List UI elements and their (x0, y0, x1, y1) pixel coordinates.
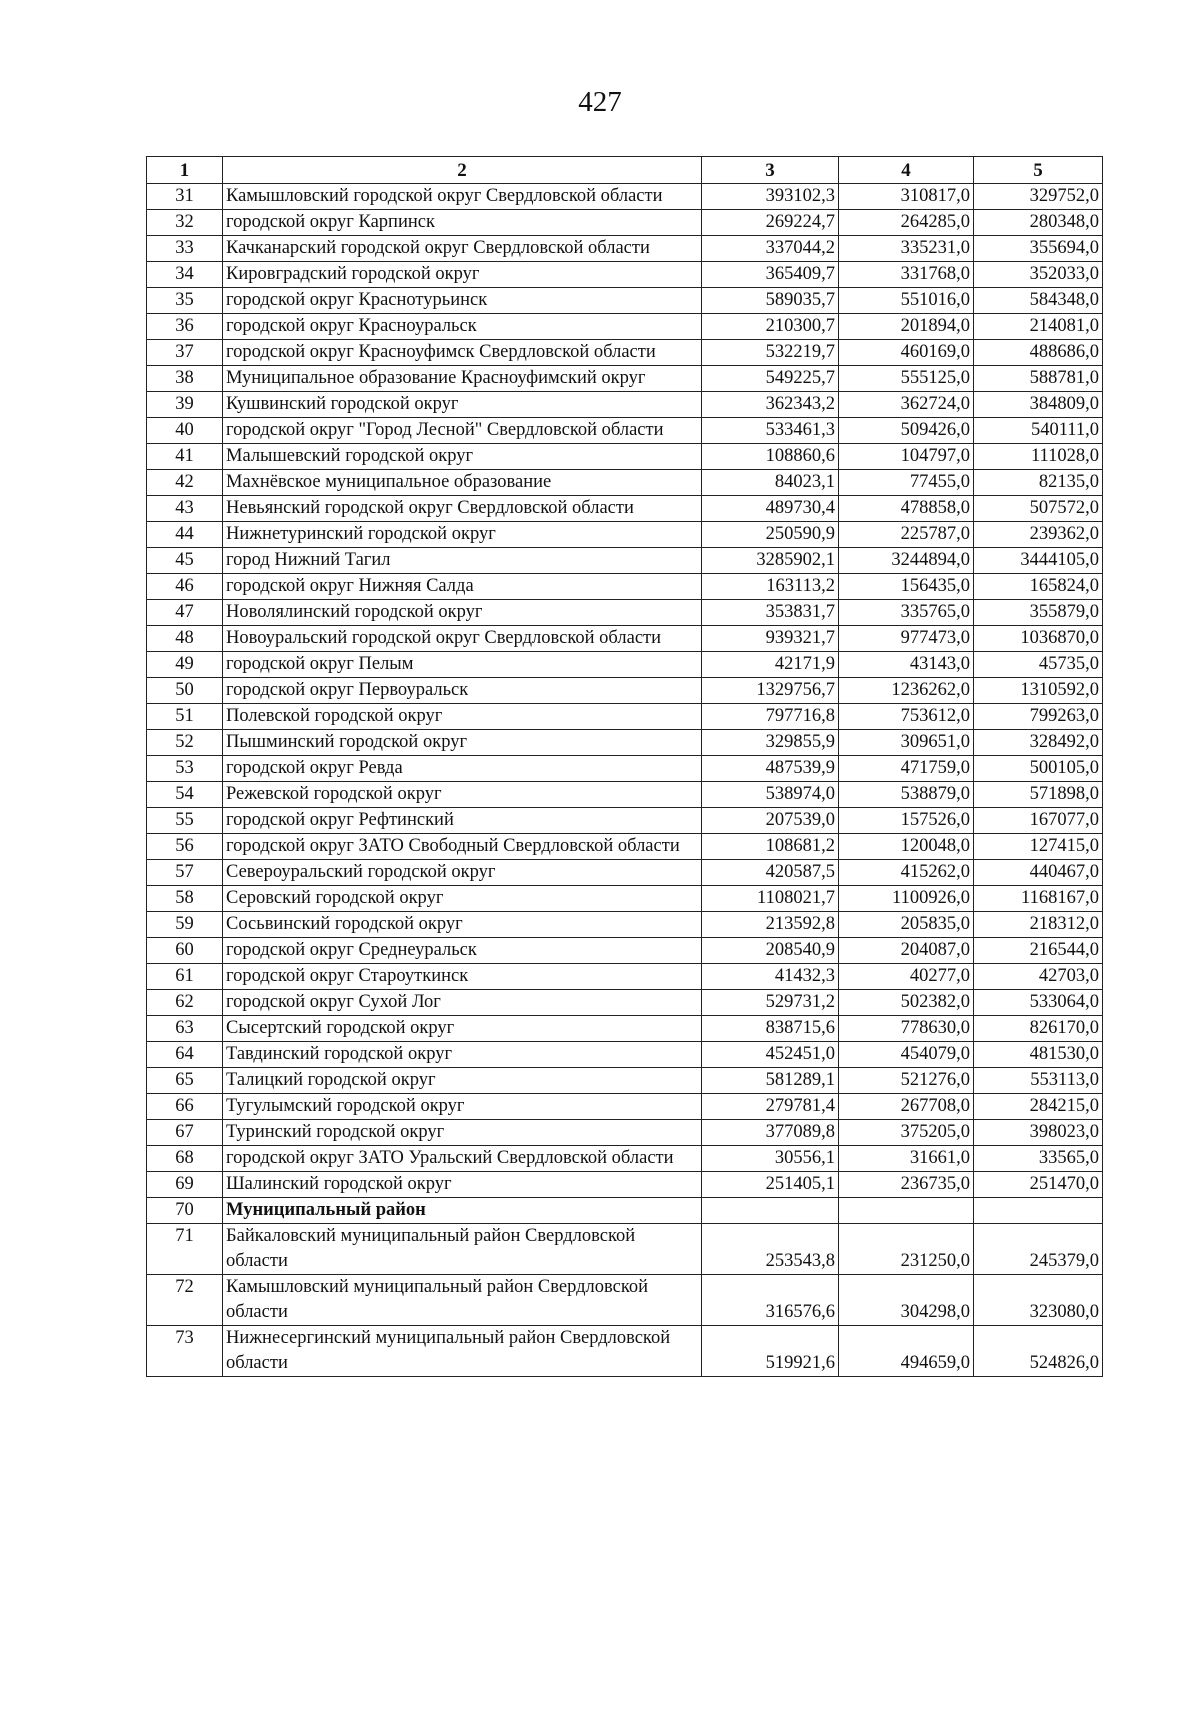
value-col-5: 3444105,0 (974, 548, 1103, 574)
row-number: 31 (147, 184, 223, 210)
municipality-name: Туринский городской округ (223, 1120, 702, 1146)
value-col-3: 41432,3 (702, 964, 839, 990)
table-row (147, 886, 1103, 912)
value-col-4: 157526,0 (839, 808, 974, 834)
table-row (147, 1068, 1103, 1094)
municipality-name: Байкаловский муниципальный район Свердловской области (223, 1224, 702, 1275)
table-row (147, 470, 1103, 496)
table-row (147, 990, 1103, 1016)
value-col-3: 549225,7 (702, 366, 839, 392)
value-col-4: 43143,0 (839, 652, 974, 678)
municipality-name: Североуральский городской округ (223, 860, 702, 886)
municipality-name: городской округ Красноуральск (223, 314, 702, 340)
municipality-name: Кировградский городской округ (223, 262, 702, 288)
table-row (147, 210, 1103, 236)
table-row (147, 1120, 1103, 1146)
row-number: 56 (147, 834, 223, 860)
table-row (147, 444, 1103, 470)
value-col-4: 509426,0 (839, 418, 974, 444)
value-col-3: 84023,1 (702, 470, 839, 496)
municipality-name: Камышловский муниципальный район Свердловской области (223, 1275, 702, 1326)
row-number: 71 (147, 1224, 223, 1275)
value-col-3: 452451,0 (702, 1042, 839, 1068)
row-number: 54 (147, 782, 223, 808)
value-col-3: 939321,7 (702, 626, 839, 652)
row-number: 51 (147, 704, 223, 730)
value-col-5: 481530,0 (974, 1042, 1103, 1068)
value-col-3: 329855,9 (702, 730, 839, 756)
value-col-5: 251470,0 (974, 1172, 1103, 1198)
value-col-3: 489730,4 (702, 496, 839, 522)
municipality-name: городской округ Красноуфимск Свердловской области (223, 340, 702, 366)
table-row (147, 730, 1103, 756)
value-col-4: 309651,0 (839, 730, 974, 756)
row-number: 62 (147, 990, 223, 1016)
value-col-3: 279781,4 (702, 1094, 839, 1120)
municipality-name: Серовский городской округ (223, 886, 702, 912)
row-number: 69 (147, 1172, 223, 1198)
municipality-name: городской округ Сухой Лог (223, 990, 702, 1016)
value-col-5: 571898,0 (974, 782, 1103, 808)
row-number: 43 (147, 496, 223, 522)
value-col-3: 589035,7 (702, 288, 839, 314)
municipality-name: Махнёвское муниципальное образование (223, 470, 702, 496)
table-row (147, 236, 1103, 262)
value-col-3: 42171,9 (702, 652, 839, 678)
value-col-3: 838715,6 (702, 1016, 839, 1042)
value-col-3: 213592,8 (702, 912, 839, 938)
table-row (147, 756, 1103, 782)
value-col-5: 500105,0 (974, 756, 1103, 782)
value-col-3: 519921,6 (702, 1326, 839, 1377)
value-col-5: 45735,0 (974, 652, 1103, 678)
table-row (147, 964, 1103, 990)
value-col-4: 471759,0 (839, 756, 974, 782)
municipality-name: городской округ "Город Лесной" Свердловской области (223, 418, 702, 444)
municipality-name: Режевской городской округ (223, 782, 702, 808)
municipality-name: городской округ Нижняя Салда (223, 574, 702, 600)
value-col-4: 204087,0 (839, 938, 974, 964)
row-number: 36 (147, 314, 223, 340)
municipality-name: Кушвинский городской округ (223, 392, 702, 418)
value-col-3: 1329756,7 (702, 678, 839, 704)
value-col-3: 316576,6 (702, 1275, 839, 1326)
value-col-4: 205835,0 (839, 912, 974, 938)
table-row (147, 314, 1103, 340)
value-col-4: 77455,0 (839, 470, 974, 496)
header-col-3: 3 (702, 157, 839, 184)
value-col-4: 502382,0 (839, 990, 974, 1016)
row-number: 46 (147, 574, 223, 600)
value-col-3: 533461,3 (702, 418, 839, 444)
value-col-4: 236735,0 (839, 1172, 974, 1198)
budget-table (146, 156, 1103, 1377)
value-col-3: 532219,7 (702, 340, 839, 366)
municipality-name: Нижнесергинский муниципальный район Свердловской области (223, 1326, 702, 1377)
value-col-4: 201894,0 (839, 314, 974, 340)
value-col-5: 111028,0 (974, 444, 1103, 470)
value-col-3: 208540,9 (702, 938, 839, 964)
value-col-5: 352033,0 (974, 262, 1103, 288)
value-col-5: 355879,0 (974, 600, 1103, 626)
value-col-4: 156435,0 (839, 574, 974, 600)
row-number: 44 (147, 522, 223, 548)
municipality-name: городской округ Рефтинский (223, 808, 702, 834)
value-col-5: 1168167,0 (974, 886, 1103, 912)
municipality-name: Шалинский городской округ (223, 1172, 702, 1198)
value-col-4 (839, 1198, 974, 1224)
row-number: 64 (147, 1042, 223, 1068)
value-col-4: 264285,0 (839, 210, 974, 236)
table-row (147, 912, 1103, 938)
table-row (147, 418, 1103, 444)
municipality-name: городской округ Староуткинск (223, 964, 702, 990)
value-col-5: 488686,0 (974, 340, 1103, 366)
table-row (147, 938, 1103, 964)
table-row (147, 860, 1103, 886)
value-col-5: 533064,0 (974, 990, 1103, 1016)
table-row (147, 1042, 1103, 1068)
table-row (147, 1094, 1103, 1120)
value-col-4: 40277,0 (839, 964, 974, 990)
value-col-4: 375205,0 (839, 1120, 974, 1146)
table-row (147, 184, 1103, 210)
value-col-5: 127415,0 (974, 834, 1103, 860)
row-number: 68 (147, 1146, 223, 1172)
value-col-4: 225787,0 (839, 522, 974, 548)
value-col-3: 253543,8 (702, 1224, 839, 1275)
value-col-3: 337044,2 (702, 236, 839, 262)
value-col-5: 245379,0 (974, 1224, 1103, 1275)
value-col-3: 30556,1 (702, 1146, 839, 1172)
table-row (147, 626, 1103, 652)
table-header-row (147, 157, 1103, 184)
value-col-5: 328492,0 (974, 730, 1103, 756)
page-number: 427 (578, 86, 622, 118)
value-col-4: 494659,0 (839, 1326, 974, 1377)
value-col-3: 108860,6 (702, 444, 839, 470)
header-col-4: 4 (839, 157, 974, 184)
municipality-name: городской округ Пелым (223, 652, 702, 678)
table-row (147, 834, 1103, 860)
value-col-5: 214081,0 (974, 314, 1103, 340)
row-number: 32 (147, 210, 223, 236)
value-col-4: 304298,0 (839, 1275, 974, 1326)
table-row (147, 808, 1103, 834)
row-number: 40 (147, 418, 223, 444)
table-row (147, 1275, 1103, 1326)
value-col-3: 487539,9 (702, 756, 839, 782)
value-col-5: 553113,0 (974, 1068, 1103, 1094)
value-col-5: 826170,0 (974, 1016, 1103, 1042)
value-col-4: 231250,0 (839, 1224, 974, 1275)
municipality-name: Нижнетуринский городской округ (223, 522, 702, 548)
value-col-5: 440467,0 (974, 860, 1103, 886)
value-col-4: 362724,0 (839, 392, 974, 418)
value-col-3: 251405,1 (702, 1172, 839, 1198)
row-number: 48 (147, 626, 223, 652)
row-number: 47 (147, 600, 223, 626)
municipality-name: Камышловский городской округ Свердловской области (223, 184, 702, 210)
value-col-4: 335231,0 (839, 236, 974, 262)
value-col-3: 581289,1 (702, 1068, 839, 1094)
value-col-4: 3244894,0 (839, 548, 974, 574)
row-number: 57 (147, 860, 223, 886)
value-col-5: 524826,0 (974, 1326, 1103, 1377)
table-row (147, 1016, 1103, 1042)
value-col-3: 250590,9 (702, 522, 839, 548)
row-number: 67 (147, 1120, 223, 1146)
row-number: 52 (147, 730, 223, 756)
table-body (147, 184, 1103, 1377)
value-col-4: 104797,0 (839, 444, 974, 470)
value-col-3: 108681,2 (702, 834, 839, 860)
municipality-name: Полевской городской округ (223, 704, 702, 730)
row-number: 34 (147, 262, 223, 288)
value-col-5: 323080,0 (974, 1275, 1103, 1326)
municipality-name: городской округ Первоуральск (223, 678, 702, 704)
table-row (147, 288, 1103, 314)
value-col-5: 218312,0 (974, 912, 1103, 938)
value-col-5: 42703,0 (974, 964, 1103, 990)
value-col-5: 1036870,0 (974, 626, 1103, 652)
municipality-name: Тугулымский городской округ (223, 1094, 702, 1120)
row-number: 41 (147, 444, 223, 470)
municipality-name: Сосьвинский городской округ (223, 912, 702, 938)
table-row (147, 340, 1103, 366)
value-col-3: 529731,2 (702, 990, 839, 1016)
row-number: 42 (147, 470, 223, 496)
value-col-3: 353831,7 (702, 600, 839, 626)
value-col-4: 478858,0 (839, 496, 974, 522)
header-col-5: 5 (974, 157, 1103, 184)
value-col-4: 335765,0 (839, 600, 974, 626)
row-number: 72 (147, 1275, 223, 1326)
value-col-5: 355694,0 (974, 236, 1103, 262)
table-row (147, 1146, 1103, 1172)
value-col-5 (974, 1198, 1103, 1224)
table-row (147, 522, 1103, 548)
value-col-4: 1236262,0 (839, 678, 974, 704)
municipality-name: городской округ Карпинск (223, 210, 702, 236)
value-col-4: 31661,0 (839, 1146, 974, 1172)
row-number: 39 (147, 392, 223, 418)
table-row (147, 1172, 1103, 1198)
value-col-3: 163113,2 (702, 574, 839, 600)
row-number: 53 (147, 756, 223, 782)
municipality-name: городской округ Среднеуральск (223, 938, 702, 964)
row-number: 58 (147, 886, 223, 912)
row-number: 73 (147, 1326, 223, 1377)
value-col-5: 507572,0 (974, 496, 1103, 522)
municipality-name: город Нижний Тагил (223, 548, 702, 574)
municipality-name: Малышевский городской округ (223, 444, 702, 470)
municipality-name: Муниципальный район (223, 1198, 702, 1224)
value-col-4: 778630,0 (839, 1016, 974, 1042)
header-col-2: 2 (223, 157, 702, 184)
table-row (147, 1326, 1103, 1377)
municipality-name: Муниципальное образование Красноуфимский округ (223, 366, 702, 392)
value-col-5: 540111,0 (974, 418, 1103, 444)
value-col-4: 267708,0 (839, 1094, 974, 1120)
value-col-3: 362343,2 (702, 392, 839, 418)
table-row (147, 782, 1103, 808)
value-col-4: 538879,0 (839, 782, 974, 808)
table-row (147, 574, 1103, 600)
value-col-5: 284215,0 (974, 1094, 1103, 1120)
row-number: 55 (147, 808, 223, 834)
table-row (147, 366, 1103, 392)
value-col-3: 207539,0 (702, 808, 839, 834)
municipality-name: Талицкий городской округ (223, 1068, 702, 1094)
value-col-4: 753612,0 (839, 704, 974, 730)
value-col-5: 398023,0 (974, 1120, 1103, 1146)
value-col-5: 1310592,0 (974, 678, 1103, 704)
value-col-4: 551016,0 (839, 288, 974, 314)
municipality-name: Новоуральский городской округ Свердловской области (223, 626, 702, 652)
value-col-5: 799263,0 (974, 704, 1103, 730)
table-row (147, 704, 1103, 730)
municipality-name: Тавдинский городской округ (223, 1042, 702, 1068)
value-col-4: 454079,0 (839, 1042, 974, 1068)
row-number: 50 (147, 678, 223, 704)
table-row (147, 496, 1103, 522)
value-col-3: 420587,5 (702, 860, 839, 886)
municipality-name: Качканарский городской округ Свердловской области (223, 236, 702, 262)
table-row (147, 548, 1103, 574)
value-col-5: 33565,0 (974, 1146, 1103, 1172)
header-col-1: 1 (147, 157, 223, 184)
row-number: 66 (147, 1094, 223, 1120)
value-col-3 (702, 1198, 839, 1224)
table-row (147, 392, 1103, 418)
value-col-5: 329752,0 (974, 184, 1103, 210)
value-col-5: 588781,0 (974, 366, 1103, 392)
municipality-name: Пышминский городской округ (223, 730, 702, 756)
value-col-5: 584348,0 (974, 288, 1103, 314)
value-col-5: 384809,0 (974, 392, 1103, 418)
municipality-name: городской округ ЗАТО Свободный Свердловской области (223, 834, 702, 860)
row-number: 60 (147, 938, 223, 964)
value-col-3: 393102,3 (702, 184, 839, 210)
value-col-3: 269224,7 (702, 210, 839, 236)
municipality-name: городской округ ЗАТО Уральский Свердловской области (223, 1146, 702, 1172)
value-col-3: 365409,7 (702, 262, 839, 288)
value-col-4: 120048,0 (839, 834, 974, 860)
table-row (147, 652, 1103, 678)
value-col-4: 331768,0 (839, 262, 974, 288)
municipality-name: Невьянский городской округ Свердловской области (223, 496, 702, 522)
row-number: 35 (147, 288, 223, 314)
table-row (147, 1224, 1103, 1275)
table-row (147, 678, 1103, 704)
table-row (147, 600, 1103, 626)
value-col-4: 310817,0 (839, 184, 974, 210)
value-col-4: 555125,0 (839, 366, 974, 392)
value-col-3: 3285902,1 (702, 548, 839, 574)
row-number: 49 (147, 652, 223, 678)
value-col-4: 1100926,0 (839, 886, 974, 912)
municipality-name: Новолялинский городской округ (223, 600, 702, 626)
row-number: 65 (147, 1068, 223, 1094)
municipality-name: городской округ Ревда (223, 756, 702, 782)
row-number: 70 (147, 1198, 223, 1224)
value-col-3: 1108021,7 (702, 886, 839, 912)
value-col-5: 165824,0 (974, 574, 1103, 600)
value-col-4: 460169,0 (839, 340, 974, 366)
value-col-3: 210300,7 (702, 314, 839, 340)
row-number: 59 (147, 912, 223, 938)
value-col-5: 239362,0 (974, 522, 1103, 548)
row-number: 33 (147, 236, 223, 262)
row-number: 63 (147, 1016, 223, 1042)
value-col-5: 280348,0 (974, 210, 1103, 236)
table-row (147, 1198, 1103, 1224)
value-col-3: 538974,0 (702, 782, 839, 808)
value-col-5: 216544,0 (974, 938, 1103, 964)
value-col-5: 167077,0 (974, 808, 1103, 834)
table-row (147, 262, 1103, 288)
row-number: 38 (147, 366, 223, 392)
value-col-4: 977473,0 (839, 626, 974, 652)
row-number: 37 (147, 340, 223, 366)
value-col-3: 797716,8 (702, 704, 839, 730)
row-number: 61 (147, 964, 223, 990)
value-col-4: 521276,0 (839, 1068, 974, 1094)
value-col-5: 82135,0 (974, 470, 1103, 496)
municipality-name: Сысертский городской округ (223, 1016, 702, 1042)
row-number: 45 (147, 548, 223, 574)
value-col-4: 415262,0 (839, 860, 974, 886)
value-col-3: 377089,8 (702, 1120, 839, 1146)
municipality-name: городской округ Краснотурьинск (223, 288, 702, 314)
